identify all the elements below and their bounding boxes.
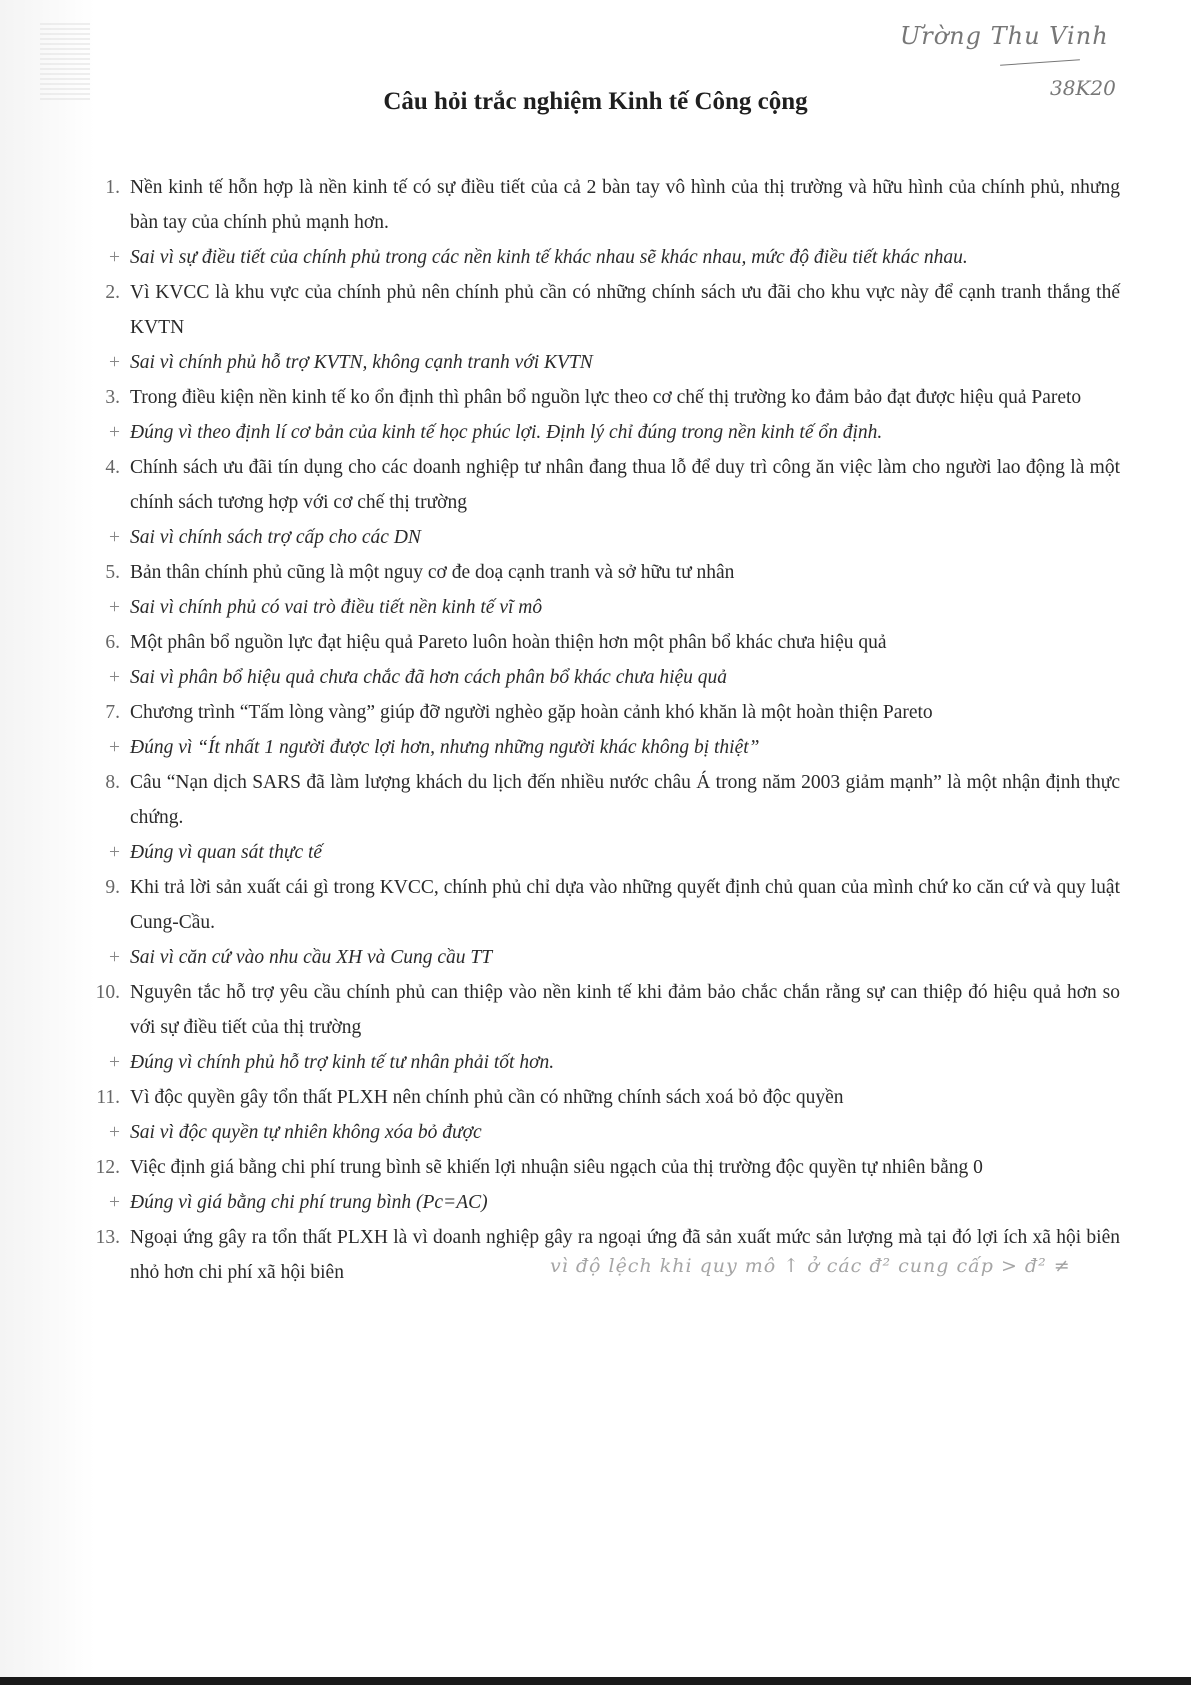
question-number: 7. [105,702,120,723]
answer-item [90,520,1120,555]
answer-text: Sai vì sự điều tiết của chính phủ trong các nền kinh tế khác nhau sẽ khác nhau, mức độ điều tiết khác nhau. [130,247,968,268]
answer-item [90,1185,1120,1220]
question-number: 13. [95,1227,120,1248]
question-item [90,450,1120,520]
question-item [90,695,1120,730]
answer-item [90,1115,1120,1150]
question-text: Chính sách ưu đãi tín dụng cho các doanh nghiệp tư nhân đang thua lỗ để duy trì công ăn việc làm cho người lao động là một chính sách tương hợp với cơ chế thị trường [130,457,1120,513]
answer-text: Sai vì chính phủ hỗ trợ KVTN, không cạnh tranh với KVTN [130,352,593,373]
answer-marker: + [109,1052,120,1073]
question-list [90,170,1120,1290]
answer-text: Đúng vì chính phủ hỗ trợ kinh tế tư nhân phải tốt hơn. [130,1052,555,1073]
answer-text: Sai vì căn cứ vào nhu cầu XH và Cung cầu TT [130,947,493,968]
question-text: Khi trả lời sản xuất cái gì trong KVCC, chính phủ chỉ dựa vào những quyết định chủ quan của mình chứ ko căn cứ và quy luật Cung-Cầu. [130,877,1120,933]
question-item [90,380,1120,415]
handwritten-margin-note: vì độ lệch khi quy mô ↑ ở các đ² cung cấp > đ² ≠ [550,1255,1071,1277]
answer-text: Đúng vì theo định lí cơ bản của kinh tế học phúc lợi. Định lý chỉ đúng trong nền kinh tế ổn định. [130,422,883,443]
question-number: 9. [105,877,120,898]
answer-item [90,590,1120,625]
answer-marker: + [109,667,120,688]
signature-name: Ưrờng Thu Vinh [900,22,1109,50]
question-item [90,1150,1120,1185]
question-item [90,870,1120,940]
question-item [90,275,1120,345]
answer-marker: + [109,352,120,373]
question-text: Nền kinh tế hỗn hợp là nền kinh tế có sự điều tiết của cả 2 bàn tay vô hình của thị trường và hữu hình của chính phủ, nhưng bàn tay của chính phủ mạnh hơn. [130,177,1120,233]
question-text: Việc định giá bằng chi phí trung bình sẽ khiến lợi nhuận siêu ngạch của thị trường độc quyền tự nhiên bằng 0 [130,1157,983,1178]
answer-item [90,730,1120,765]
question-number: 2. [105,282,120,303]
question-item [90,555,1120,590]
question-item [90,765,1120,835]
answer-marker: + [109,422,120,443]
answer-item [90,940,1120,975]
question-number: 8. [105,772,120,793]
signature-class: 38K20 [1050,76,1116,100]
question-number: 1. [105,177,120,198]
answer-item [90,660,1120,695]
answer-text: Sai vì chính sách trợ cấp cho các DN [130,527,421,548]
question-number: 4. [105,457,120,478]
question-text: Câu “Nạn dịch SARS đã làm lượng khách du lịch đến nhiều nước châu Á trong năm 2003 giảm mạnh” là một nhận định thực chứng. [130,772,1120,828]
question-text: Một phân bổ nguồn lực đạt hiệu quả Pareto luôn hoàn thiện hơn một phân bổ khác chưa hiệu quả [130,632,887,653]
answer-marker: + [109,842,120,863]
answer-marker: + [109,737,120,758]
question-item [90,170,1120,240]
question-item [90,1080,1120,1115]
answer-item [90,345,1120,380]
answer-text: Sai vì chính phủ có vai trò điều tiết nền kinh tế vĩ mô [130,597,543,618]
question-item [90,975,1120,1045]
answer-item [90,835,1120,870]
question-item [90,625,1120,660]
question-text: Bản thân chính phủ cũng là một nguy cơ đe doạ cạnh tranh và sở hữu tư nhân [130,562,735,583]
signature-underline [1000,59,1080,66]
answer-text: Đúng vì “Ít nhất 1 người được lợi hơn, nhưng những người khác không bị thiệt” [130,737,760,758]
question-number: 12. [95,1157,120,1178]
answer-item [90,415,1120,450]
answer-marker: + [109,1122,120,1143]
answer-text: Đúng vì quan sát thực tế [130,842,323,863]
answer-marker: + [109,247,120,268]
answer-text: Đúng vì giá bằng chi phí trung bình (Pc=AC) [130,1192,488,1213]
answer-text: Sai vì độc quyền tự nhiên không xóa bỏ được [130,1122,482,1143]
question-text: Ngoại ứng gây ra tổn thất PLXH là vì doanh nghiệp gây ra ngoại ứng đã sản xuất mức sản lượng mà tại đó lợi ích xã hội biên nhỏ hơn chi phí xã hội biên [130,1227,1120,1283]
question-number: 11. [96,1087,120,1108]
question-text: Vì KVCC là khu vực của chính phủ nên chính phủ cần có những chính sách ưu đãi cho khu vực này để cạnh tranh thắng thế KVTN [130,282,1120,338]
question-text: Chương trình “Tấm lòng vàng” giúp đỡ người nghèo gặp hoàn cảnh khó khăn là một hoàn thiện Pareto [130,702,933,723]
answer-marker: + [109,527,120,548]
question-number: 6. [105,632,120,653]
page-title: Câu hỏi trắc nghiệm Kinh tế Công cộng [383,88,808,115]
question-number: 3. [105,387,120,408]
scan-shadow-edge [0,0,95,1685]
question-text: Vì độc quyền gây tổn thất PLXH nên chính phủ cần có những chính sách xoá bỏ độc quyền [130,1087,844,1108]
scan-bottom-edge [0,1677,1191,1685]
question-text: Trong điều kiện nền kinh tế ko ổn định thì phân bổ nguồn lực theo cơ chế thị trường ko đảm bảo đạt được hiệu quả Pareto [130,387,1082,408]
answer-item [90,240,1120,275]
question-number: 5. [105,562,120,583]
answer-text: Sai vì phân bổ hiệu quả chưa chắc đã hơn cách phân bổ khác chưa hiệu quả [130,667,728,688]
question-number: 10. [95,982,120,1003]
answer-marker: + [109,1192,120,1213]
answer-marker: + [109,597,120,618]
answer-item [90,1045,1120,1080]
answer-marker: + [109,947,120,968]
question-text: Nguyên tắc hỗ trợ yêu cầu chính phủ can thiệp vào nền kinh tế khi đảm bảo chắc chắn rằng sự can thiệp đó hiệu quả hơn so với sự điều tiết của thị trường [130,982,1120,1038]
